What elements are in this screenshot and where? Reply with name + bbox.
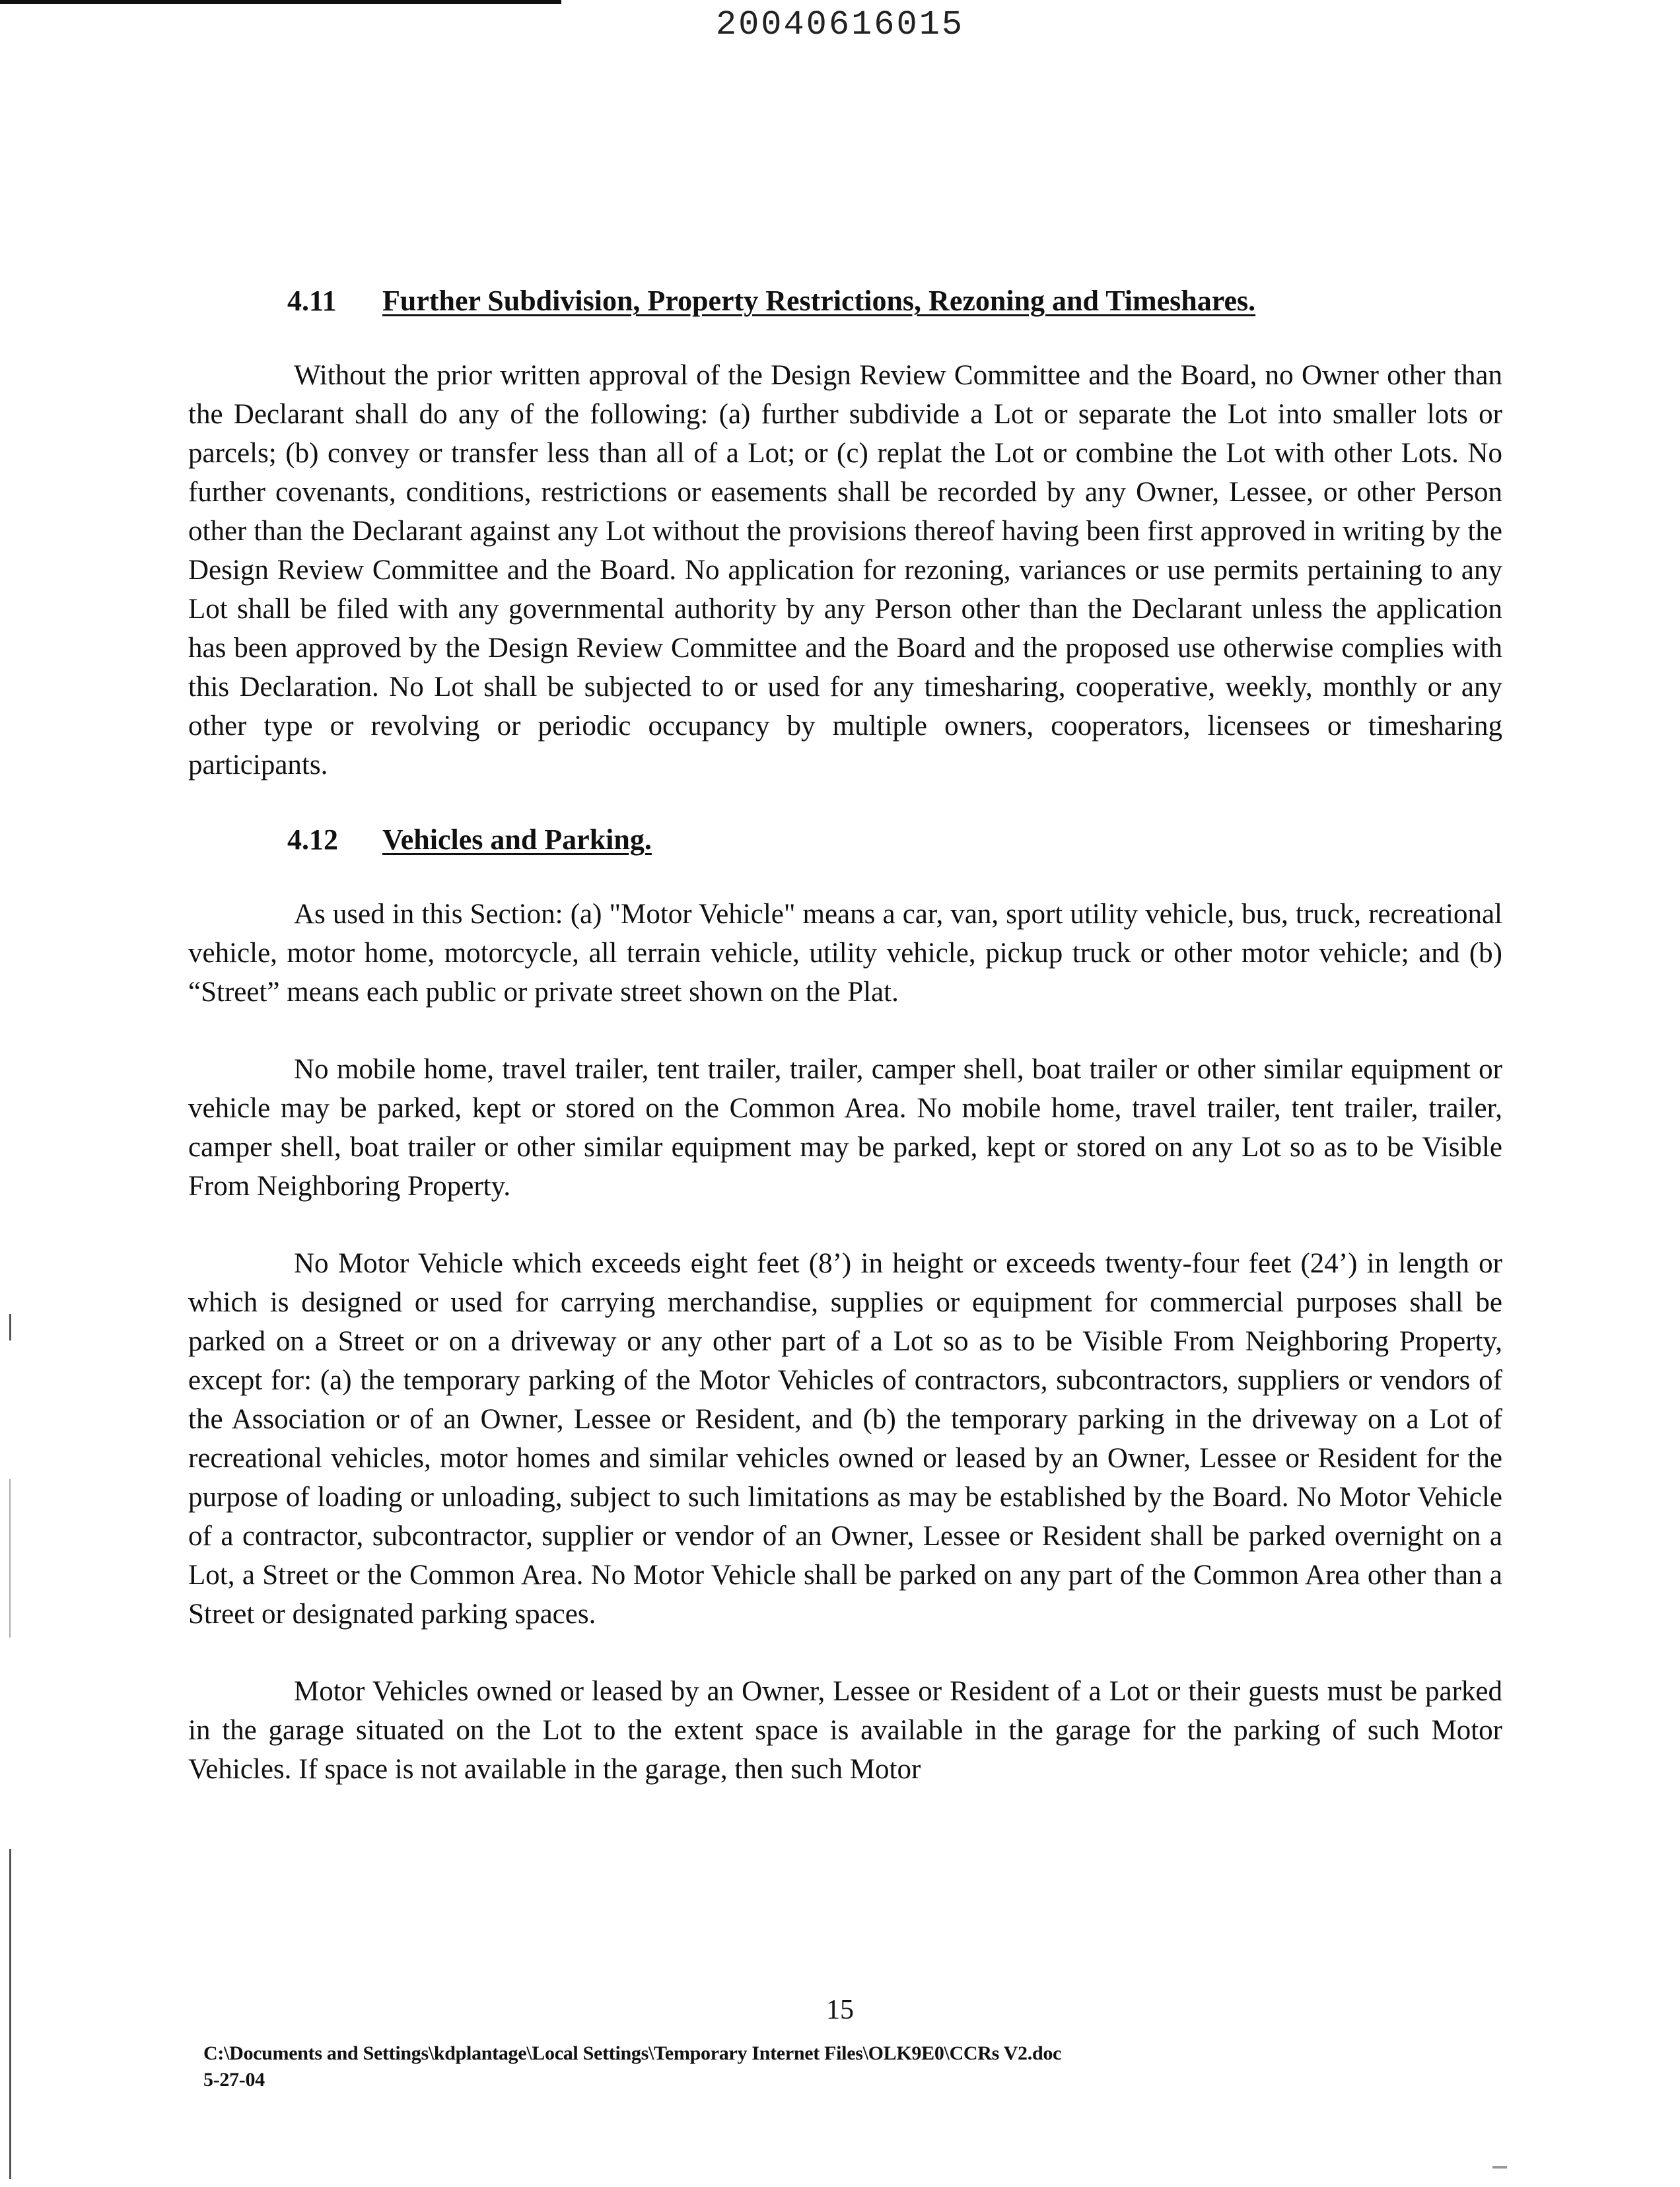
section-title: Vehicles and Parking. bbox=[382, 823, 652, 856]
section-heading-4-12 bbox=[188, 823, 1502, 858]
file-path: C:\Documents and Settings\kdplantage\Local Settings\Temporary Internet Files\OLK9E0\CCRs V2.doc bbox=[203, 2042, 1062, 2064]
scan-corner-mark bbox=[1492, 2166, 1507, 2169]
paragraph: Without the prior written approval of the Design Review Committee and the Board, no Owner other than the Declarant shall do any of the following: (a) further subdivide a Lot or separate the Lot into smaller lots or parcels; (b) convey or transfer less than all of a Lot; or (c) replat the Lot or combine the Lot with other Lots. No further covenants, conditions, restrictions or easements shall be recorded by any Owner, Lessee, or other Person other than the Declarant against any Lot without the provisions thereof having been first approved in writing by the Design Review Committee and the Board. No application for rezoning, variances or use permits pertaining to any Lot shall be filed with any governmental authority by any Person other than the Declarant unless the application has been approved by the Design Review Committee and the Board and the proposed use otherwise complies with this Declaration. No Lot shall be subjected to or used for any timesharing, cooperative, weekly, monthly or any other type or revolving or periodic occupancy by multiple owners, cooperators, licensees or timesharing participants. bbox=[188, 359, 1502, 781]
paragraph: Motor Vehicles owned or leased by an Owner, Lessee or Resident of a Lot or their guests must be parked in the garage situated on the Lot to the extent space is available in the garage for the parking of such Motor Vehicles. If space is not available in the garage, then such Motor bbox=[188, 1675, 1502, 1785]
scan-margin-mark bbox=[9, 1849, 11, 2179]
document-body bbox=[188, 284, 1502, 1827]
section-number: 4.11 bbox=[287, 285, 337, 317]
scan-margin-mark bbox=[9, 1479, 11, 1638]
section-heading-4-11 bbox=[188, 284, 1502, 319]
scan-margin-mark bbox=[9, 1314, 11, 1340]
document-number: 20040616015 bbox=[715, 5, 965, 44]
footer-file-info bbox=[203, 2040, 1061, 2093]
revision-date: 5-27-04 bbox=[203, 2069, 265, 2091]
paragraph: As used in this Section: (a) "Motor Vehicle" means a car, van, sport utility vehicle, bus, truck, recreational vehicle, motor home, motorcycle, all terrain vehicle, utility vehicle, pickup truck or other motor vehicle; and (b) “Street” means each public or private street shown on the Plat. bbox=[188, 898, 1502, 1008]
paragraph: No mobile home, travel trailer, tent trailer, trailer, camper shell, boat trailer or other similar equipment or vehicle may be parked, kept or stored on the Common Area. No mobile home, travel trailer, tent trailer, trailer, camper shell, boat trailer or other similar equipment may be parked, kept or stored on any Lot so as to be Visible From Neighboring Property. bbox=[188, 1053, 1502, 1202]
scan-top-rule bbox=[0, 0, 561, 4]
page-number: 15 bbox=[826, 1995, 854, 2025]
section-title: Further Subdivision, Property Restrictions, Rezoning and Timeshares. bbox=[382, 285, 1256, 317]
paragraph: No Motor Vehicle which exceeds eight feet (8’) in height or exceeds twenty-four feet (24’) in length or which is designed or used for carrying merchandise, supplies or equipment for commercial purposes shall be parked on a Street or on a driveway or any other part of a Lot so as to be Visible From Neighboring Property, except for: (a) the temporary parking of the Motor Vehicles of contractors, subcontractors, suppliers or vendors of the Association or of an Owner, Lessee or Resident, and (b) the temporary parking in the driveway on a Lot of recreational vehicles, motor homes and similar vehicles owned or leased by an Owner, Lessee or Resident for the purpose of loading or unloading, subject to such limitations as may be established by the Board. No Motor Vehicle of a contractor, subcontractor, supplier or vendor of an Owner, Lessee or Resident shall be parked overnight on a Lot, a Street or the Common Area. No Motor Vehicle shall be parked on any part of the Common Area other than a Street or designated parking spaces. bbox=[188, 1247, 1502, 1630]
section-number: 4.12 bbox=[287, 823, 338, 856]
